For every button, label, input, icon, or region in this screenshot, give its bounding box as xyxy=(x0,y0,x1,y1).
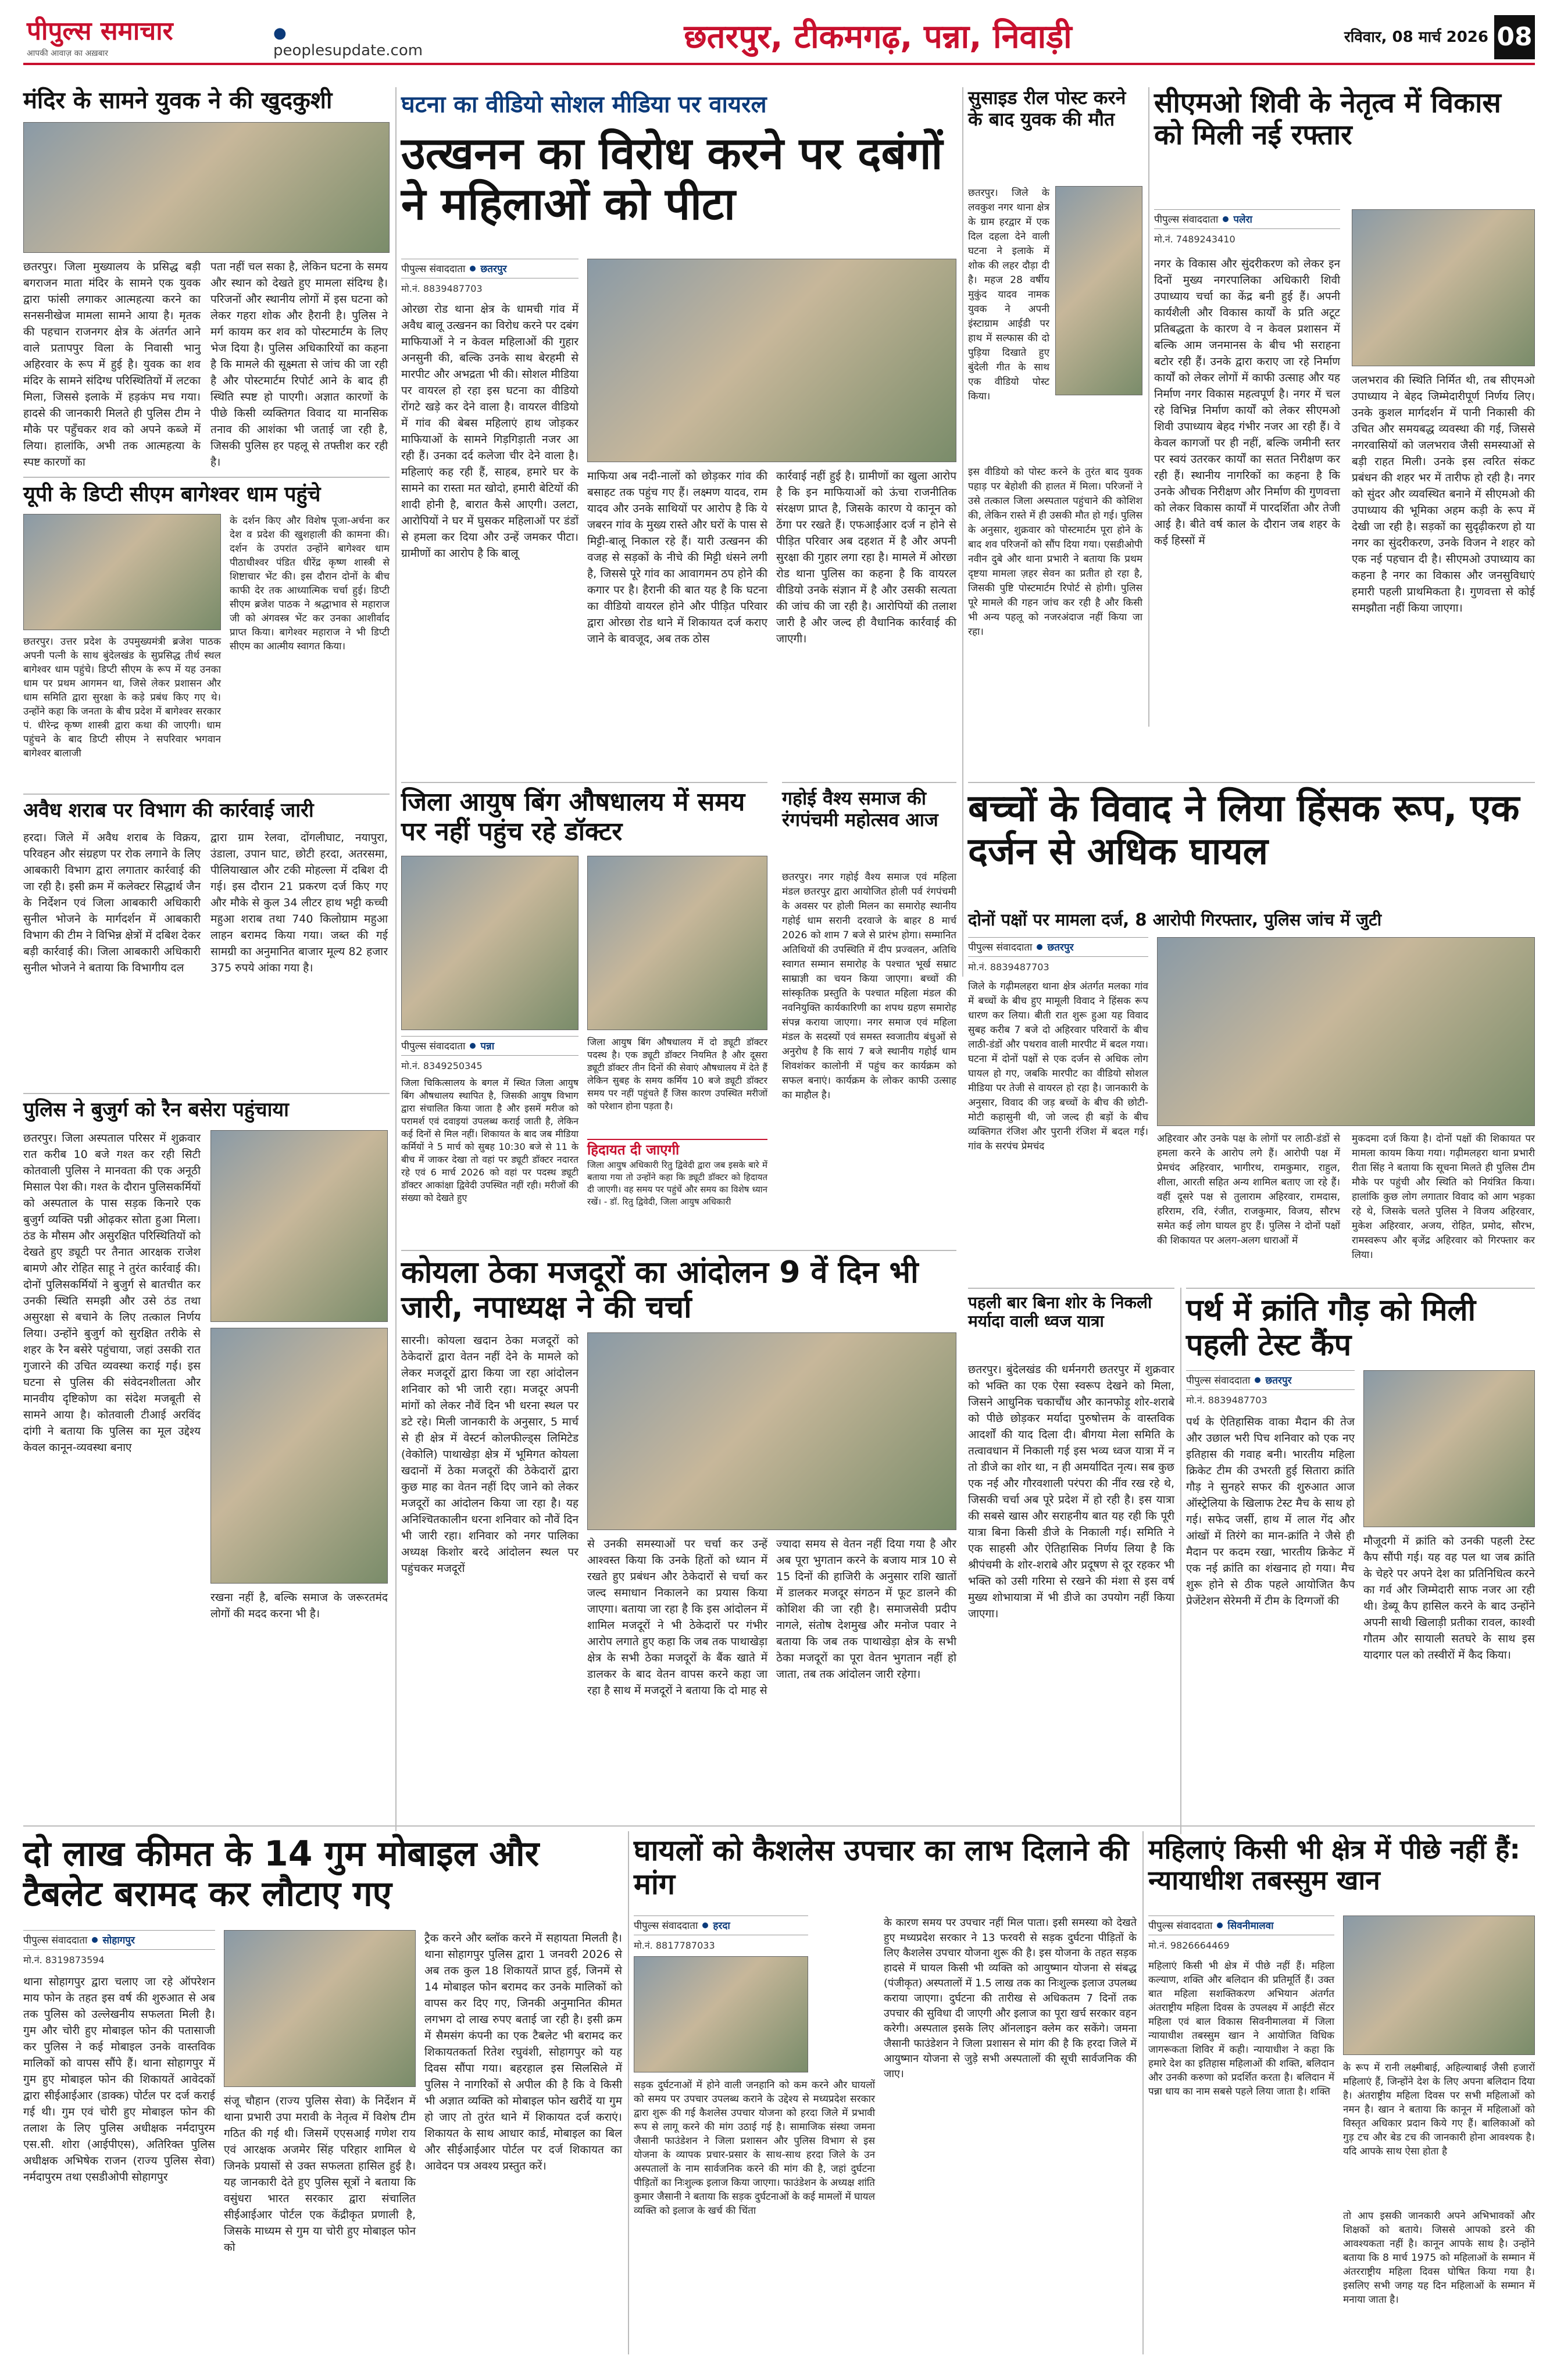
subhead: दोनों पक्षों पर मामला दर्ज, 8 आरोपी गिरफ्तार, पुलिस जांच में जुटी xyxy=(968,910,1382,930)
reporter-name: पीपुल्स संवाददाता xyxy=(1154,214,1219,226)
site-url[interactable] xyxy=(273,24,436,59)
byline xyxy=(634,1916,808,1935)
article-col-1: छतरपुर। नगर गहोई वैश्य समाज एवं महिला मंडल छतरपुर द्वारा आयोजित होली पर्व रंगपंचमी के अवसर पर होली मिलन का समारोह स्थानीय गहोई धाम सरानी दरवाजे के बाहर 8 मार्च 2026 को शाम 7 बजे से प्रारंभ होगा। सम्मानित अतिथियों की उपस्थिति में दीप प्रज्वलन, अतिथि स्वागत सम्मान समारोह के पश्चात भूर्ख सम्राट साम्राज्ञी का चयन किया जाएगा। बच्चों की सांस्कृतिक प्रस्तुति के पश्चात महिला मंडल की नवनियुक्ति कार्यकारिणी का शपथ ग्रहण समारोह संपन्न कराया जाएगा। नगर समाज एवं महिला मंडल के सदस्यों एवं समस्त स्वजातीय बंधुओं से अनुरोध है कि सायं 7 बजे स्थानीय गहोई धाम शिवशंकर कालोनी में पहुंच कर कार्यक्रम को सफल बनाएं। कार्यक्रम के लोकर काफी उत्साह का माहौल है। xyxy=(782,871,956,1101)
site-url-text: peoplesupdate.com xyxy=(273,42,423,59)
elderly-man-photo xyxy=(210,1328,388,1584)
article-col-3: ज्यादा समय से वेतन नहीं दिया गया है और अब पूरा भुगतान करने के बजाय मात्र 10 से 15 दिनों की हाजिरी के अनुसार राशि खातों में डालकर मजदूर संगठन में फूट डालने की कोशिश की जा रही है। समाजसेवी प्रदीप नागले, संतोष देशमुख और मनोज पवार ने बताया कि जब तक पाथाखेड़ा क्षेत्र के सभी ठेका मजदूरों का पूरा वेतन भुगतान नहीं हो जाता, तब तक आंदोलन जारी रहेगा। xyxy=(776,1538,956,1681)
headline[interactable]: गहोई वैश्य समाज की रंगपंचमी महोत्सव आज xyxy=(782,787,938,831)
headline[interactable]: पहली बार बिना शोर के निकली मर्यादा वाली ध्वज यात्रा xyxy=(968,1293,1152,1331)
reporter-mobile: मो.नं. 7489243410 xyxy=(1154,234,1235,245)
headline[interactable]: जिला आयुष बिंग औषधालय में समय पर नहीं पहुंच रहे डॉक्टर xyxy=(401,787,745,846)
article-col-1: हरदा। जिले में अवैध शराब के विक्रय, परिवहन और संग्रहण पर रोक लगाने के लिए आबकारी विभाग द्वारा लगातार कार्रवाई की जा रही है। इसी क्रम में कलेक्टर सिद्धार्थ जैन के निर्देशन एवं जिला आबकारी अधिकारी सुनील भोजने के मार्गदर्शन में आबकारी विभाग की टीम ने विभिन्न क्षेत्रों में दबिश देकर बड़ी कार्रवाई की। जिला आबकारी अधिकारी सुनील भोजने ने बताया कि विभागीय दल xyxy=(23,831,201,974)
article-col-2: माफिया अब नदी-नालों को छोड़कर गांव की बसाहट तक पहुंच गए हैं। लक्ष्मण यादव, राम यादव और उनके साथियों पर आरोप है कि ये जबरन गांव के मुख्य रास्ते और घरों के पास से मिट्टी-बालू निकाल रहे हैं। यारी उत्खनन की वजह से सड़कों के नीचे की मिट्टी धंसने लगी है, जिससे पूरे गांव का आवागमन ठप होने की कगार पर है। हैरानी की बात यह है कि घटना का वीडियो वायरल होने और पीड़ित परिवार द्वारा ओरछा रोड थाने में शिकायत दर्ज कराए जाने के बावजूद, अब तक ठोस xyxy=(587,470,767,645)
reporter-name: पीपुल्स संवाददाता xyxy=(401,263,466,275)
headline[interactable]: मंदिर के सामने युवक ने की खुदकुशी xyxy=(23,87,333,114)
location-dot-icon xyxy=(1217,1922,1223,1928)
article-gahoi-samaj xyxy=(782,782,956,1241)
box-title: हिदायत दी जाएगी xyxy=(587,1142,680,1158)
location-dot-icon xyxy=(470,1043,476,1049)
article-col-3: कार्रवाई नहीं हुई है। ग्रामीणों का खुला आरोप है कि इन माफियाओं को ऊंचा राजनीतिक संरक्षण प्राप्त है, जिसके कारण ये कानून को ठेंगा पर रखते हैं। एफआईआर दर्ज न होने से पीड़ित परिवार अब दहशत में है और अपनी सुरक्षा की गुहार लगा रहा है। मामले में ओरछा रोड थाना पुलिस का कहना है कि वायरल वीडियो उनके संज्ञान में है और उसकी सत्यता की जांच की जा रही है। आरोपियों की तलाश जारी है और जल्द ही वैधानिक कार्रवाई की जाएगी। xyxy=(776,470,956,645)
reporter-place: हरदा xyxy=(713,1920,730,1932)
article-col-1: जिला चिकित्सालय के बगल में स्थित जिला आयुष बिंग औषधालय स्थापित है, जिसकी आयुष विभाग द्वारा संचालित किया जाता है और इसमें मरीज को परामर्श एवं दवाइयां उपलब्ध कराई जाती है, लेकिन कई दिनों से मिल नहीं। शिकायत के बाद जब मीडिया कर्मियों ने 5 मार्च को सुबह 10:30 बजे से 11 के बीच में जाकर देखा तो वहां पर ड्यूटी डॉक्टर नदारत रहे एवं 6 मार्च 2026 को वहां पर पदस्थ ड्यूटी डॉक्टर आकांक्षा द्विवेदी उपस्थित नहीं रही। मरीजों की संख्या को देखते हुए xyxy=(401,1077,578,1203)
reporter-mobile: मो.नं. 8319873594 xyxy=(23,1954,105,1966)
reporter-mobile: मो.नं. 8349250345 xyxy=(401,1060,483,1071)
article-col-1: छतरपुर। जिला अस्पताल परिसर में शुक्रवार रात करीब 10 बजे गश्त कर रही सिटी कोतवाली पुलिस ने मानवता की एक अनूठी मिसाल पेश की। गश्त के दौरान पुलिसकर्मियों को अस्पताल के पास सड़क किनारे एक बुजुर्ग व्यक्ति पन्नी ओढ़कर सोता हुआ मिला। ठंड के मौसम और असुरक्षित परिस्थितियों को देखते हुए ड्यूटी पर तैनात आरक्षक राजेश बामणे और रोहित साहू ने तुरंत कार्रवाई की। दोनों पुलिसकर्मियों ने बुजुर्ग से बातचीत कर उनकी स्थिति समझी और उसे ठंड तथा असुरक्षा से बचाने के लिए तत्काल निर्णय लिया। उन्होंने बुजुर्ग को सुरक्षित तरीके से शहर के रैन बसेरे पहुंचाया, जहां उसकी रात गुजारने की उचित व्यवस्था कराई गई। इस घटना से पुलिस की संवेदनशीलता और मानवीय दृष्टिकोण का संदेश मजबूती से सामने आया है। कोतवाली टीआई अरविंद दांगी ने बताया कि पुलिस का मूल उद्देश्य केवल कानून-व्यवस्था बनाए xyxy=(23,1132,201,1454)
article-col-2: संजू चौहान (राज्य पुलिस सेवा) के निर्देशन में थाना प्रभारी उपा मरावी के नेतृत्व में विशेष टीम गठित की गई थी। जिसमें एएसआई गणेश राय एवं आरक्षक अजमेर सिंह परिहार शामिल थे जिनके प्रयासों से उक्त सफलता हासिल हुई है। यह जानकारी देते हुए पुलिस सूत्रों ने बताया कि वसुंधरा भारत सरकार द्वारा संचालित सीईआईआर पोर्टल एक केंद्रीकृत प्रणाली है, जिसके माध्यम से गुम या चोरी हुए मोबाइल फोन को xyxy=(224,2095,416,2254)
doctor-photo xyxy=(587,856,767,1030)
reporter-place: छतरपुर xyxy=(1047,942,1074,953)
reporter-name: पीपुल्स संवाददाता xyxy=(23,1935,88,1946)
location-dot-icon xyxy=(702,1922,708,1928)
article-col-1: नगर के विकास और सुंदरीकरण को लेकर इन दिनों मुख्य नगरपालिका अधिकारी शिवी उपाध्याय चर्चा का केंद्र बनी हुई हैं। अपनी कार्यशैली और विकास कार्यों के प्रति अटूट प्रतिबद्धता के कारण वे न केवल प्रशासन में बल्कि आम जनमानस के बीच भी सराहना बटोर रही हैं। उनके द्वारा कराए जा रहे निर्माण कार्यों को लेकर लोगों में काफी उत्साह और यह निर्माण नगर विकास महत्वपूर्ण है। नगर में चल रहे विभिन्न निर्माण कार्यों को लेकर सीएमओ शिवी उपाध्याय बेहद गंभीर नजर आ रही हैं। वे केवल कागजों पर ही नहीं, बल्कि जमीनी स्तर पर स्वयं उतरकर कार्यों का सतत निरीक्षण कर रही हैं। स्थानीय नागरिकों का कहना है कि उनके औचक निरीक्षण और निर्माण की गुणवत्ता को लेकर विकास कार्यों में पारदर्शिता और तेजी आई है। बीते वर्ष काल के दौरान जब शहर के कई हिस्सों में xyxy=(1154,258,1340,547)
byline xyxy=(23,1930,215,1950)
newspaper-logo xyxy=(27,15,265,62)
article-illegal-liquor xyxy=(23,794,390,1084)
article-cashless-treatment xyxy=(634,1834,1137,2357)
location-dot-icon xyxy=(470,266,476,271)
headline[interactable]: कोयला ठेका मजदूरों का आंदोलन 9 वें दिन भी जारी, नपाध्यक्ष ने की चर्चा xyxy=(401,1255,919,1325)
article-col-1: सारनी। कोयला खदान ठेका मजदूरों को ठेकेदारों द्वारा वेतन नहीं देने के मामले को लेकर मजदूरों द्वारा किया जा रहा आंदोलन शनिवार को भी जारी रहा। मजदूर अपनी मांगों को लेकर नौवें दिन भी धरना स्थल पर डटे रहे। मिली जानकारी के अनुसार, 5 मार्च से ही क्षेत्र में वेस्टर्न कोलफील्ड्स लिमिटेड (वेकोलि) पाथाखेड़ा क्षेत्र में भूमिगत कोयला खदानों में ठेका मजदूरों की ठेकेदारों द्वारा कुछ माह का वेतन नहीं दिए जाने को लेकर मजदूरों का आंदोलन किया जा रहा है। यह अनिश्चितकालीन धरना शनिवार को नौवें दिन भी जारी रहा। शनिवार को नगर पालिका अध्यक्ष किशोर बरदे आंदोलन स्थल पर पहुंचकर मजदूरों xyxy=(401,1334,578,1575)
headline[interactable]: उत्खनन का विरोध करने पर दबंगों ने महिलाओं को पीटा xyxy=(401,127,943,230)
reporter-place: पलेरा xyxy=(1233,214,1252,226)
byline xyxy=(401,1036,578,1056)
reporter-place: सिवनीमालवा xyxy=(1227,1920,1274,1932)
headline[interactable]: घायलों को कैशलेस उपचार का लाभ दिलाने की मांग xyxy=(634,1834,1129,1901)
headline[interactable]: पर्थ में क्रांति गौड़ को मिली पहली टेस्ट कैंप xyxy=(1186,1293,1476,1363)
article-children-dispute xyxy=(968,782,1535,1279)
box-text: जिला आयुष अधिकारी रितु द्विवेदी द्वारा जब इसके बारे में बताया गया तो उन्होंने कहा कि ड्यूटी डॉक्टर को हिदायत दी जाएगी। वह समय पर पहुंचें और समय का विशेष ध्यान रखें। - डॉ. रितु द्विवेदी, जिला आयुष अधिकारी xyxy=(587,1160,767,1207)
instruction-box xyxy=(587,1139,767,1241)
article-mobiles-recovered xyxy=(23,1834,622,2357)
article-col-3: मुकदमा दर्ज किया है। दोनों पक्षों की शिकायत पर मामला कायम किया गया। गढ़ीमलहरा थाना प्रभारी रीता सिंह ने बताया कि सूचना मिलते ही पुलिस टीम मौके पर पहुंची और स्थिति को नियंत्रित किया। हालांकि कुछ लोग लगातार विवाद को आग भड़का रहे थे, जिसके चलते पुलिस ने विजय अहिरवार, मुकेश अहिरवार, अजय, रोहित, प्रमोद, सौरभ, रामस्वरूप और बृजेंद्र अहिरवार को गिरफ्तार कर लिया। xyxy=(1352,1133,1535,1261)
reporter-place: छतरपुर xyxy=(480,263,507,275)
article-col-2: द्वारा ग्राम रेलवा, दोंगलीघाट, नयापुरा, उंडाला, उपान घाट, छोटी हरदा, अतरसमा, पीलियाखाल और टकी मोहल्ला में दबिश दी गई। इस दौरान 21 प्रकरण दर्ज किए गए और मौके से कुल 34 लीटर हाथ भट्टी कच्ची महुआ शराब तथा 740 किलोग्राम महुआ लाहन बरामद किया गया। जब्त की गई सामग्री का अनुमानित बाजार मूल्य 82 हजार 375 रुपये आंका गया है। xyxy=(210,831,388,974)
masthead xyxy=(23,12,1535,65)
location-dot-icon xyxy=(1255,1377,1260,1383)
article-mining-protest xyxy=(401,87,956,773)
byline xyxy=(1186,1370,1355,1390)
reporter-mobile: मो.नं. 9826664469 xyxy=(1148,1940,1230,1951)
article-col-3: ट्रैक करने और ब्लॉक करने में सहायता मिलती है। थाना सोहागपुर पुलिस द्वारा 1 जनवरी 2026 से अब तक कुल 18 शिकायतें प्राप्त हुई, जिनमें से 14 मोबाइल फोन बरामद कर उनके मालिकों को वापस कर दिए गए, जिनकी अनुमानित कीमत लगभग दो लाख रुपए बताई जा रही है। इसी क्रम में सैमसंग कंपनी का एक टैबलेट भी बरामद कर शिकायतकर्ता रितेश रघुवंशी, सोहागपुर को यह दिवस सौंपा गया। बहरहाल इस सिलसिले में पुलिस ने नागरिकों से अपील की है कि वे किसी भी अज्ञात व्यक्ति को मोबाइल फोन खरीदें या गुम हो जाए तो तुरंत थाने में शिकायत दर्ज कराएं। शिकायत के साथ आधार कार्ड, मोबाइल का बिल और सीईआईआर पोर्टल पर दर्ज शिकायत का आवेदन पत्र अवश्य प्रस्तुत करें। xyxy=(424,1932,622,2172)
article-police-shelter xyxy=(23,1093,390,1822)
reporter-mobile: मो.नं. 8839487703 xyxy=(1186,1395,1267,1406)
article-col-1: छतरपुर। उत्तर प्रदेश के उपमुख्यमंत्री ब्रजेश पाठक अपनी पत्नी के साथ बुंदेलखंड के सुप्रसिद्ध तीर्थ स्थल बागेश्वर धाम पहुंचे। डिप्टी सीएम के रूप में यह उनका धाम पर प्रथम आगमन था, जिसे लेकर प्रशासन और धाम समिति द्वारा सुरक्षा के कड़े प्रबंध किए गए थे। उन्होंने कहा कि जनता के बीच प्रदेश में बागेश्वर सरकार पं. धीरेन्द्र कृष्ण शास्त्री द्वारा कथा की जाएगी। धाम पहुंचने के बाद डिप्टी सीएम ने सपरिवार भगवान बागेश्वर बालाजी xyxy=(23,636,221,759)
location-dot-icon xyxy=(1037,944,1042,950)
reporter-name: पीपुल्स संवाददाता xyxy=(1148,1920,1213,1932)
reporter-place: पन्ना xyxy=(480,1041,495,1052)
victim-photo xyxy=(1055,186,1142,395)
protest-photo xyxy=(587,259,956,462)
article-flag-yatra xyxy=(968,1288,1174,1822)
location-dot-icon xyxy=(1223,216,1229,222)
article-col-1: छतरपुर। जिले के लवकुश नगर थाना क्षेत्र के ग्राम हरद्वार में एक दिल दहला देने वाली घटना ने इलाके में शोक की लहर दौड़ा दी है। महज 28 वर्षीय मुकुंद यादव नामक युवक ने अपनी इंस्टाग्राम आईडी पर हाथ में सल्फास की दो पुड़िया दिखाते हुए बुंदेली गीत के साथ एक वीडियो पोस्ट किया। xyxy=(968,187,1049,402)
reporter-place: सोहागपुर xyxy=(102,1935,135,1946)
dispute-photo xyxy=(1157,937,1535,1126)
cmo-portrait-photo xyxy=(1352,209,1535,366)
headline[interactable]: पुलिस ने बुजुर्ग को रैन बसेरा पहुंचाया xyxy=(23,1098,289,1121)
headline[interactable]: बच्चों के विवाद ने लिया हिंसक रूप, एक दर्जन से अधिक घायल xyxy=(968,787,1520,873)
article-col-1: थाना सोहागपुर द्वारा चलाए जा रहे ऑपरेशन माय फोन के तहत इस वर्ष की शुरुआत से अब तक पुलिस को उल्लेखनीय सफलता मिली है। गुम और चोरी हुए मोबाइल फोन की पतासाजी कर पुलिस ने कई मोबाइल उनके वास्तविक मालिकों को वापस सौंपे हैं। थाना सोहागपुर में गुम हुए मोबाइल फोन की शिकायतें आवेदकों द्वारा सीईआईआर (डाक्क) पोर्टल पर दर्ज कराई गई थी। गुम एवं चोरी हुए मोबाइल फोन की तलाश के लिए पुलिस अधीक्षक नर्मदापुरम एस.सी. शोरा (आईपीएस), अतिरिक्त पुलिस अधीक्षक अभिषेक राजन (राज्य पुलिस सेवा) नर्मदापुरम तथा एसडीओपी सोहागपुर xyxy=(23,1975,215,2184)
page-number: 08 xyxy=(1494,15,1535,59)
article-col-2: पता नहीं चल सका है, लेकिन घटना के समय और स्थान को देखते हुए मामला संदिग्ध है। परिजनों और स्थानीय लोगों में इस घटना को लेकर गहरा शोक और हैरानी है। पुलिस ने मर्ग कायम कर शव को पोस्टमार्टम के लिए भेज दिया है। पुलिस अधिकारियों का कहना है कि मामले की सूक्ष्मता से जांच की जा रही है और पोस्टमार्टम रिपोर्ट आने के बाद ही स्थिति स्पष्ट हो पाएगी। अज्ञात कारणों के पीछे किसी व्यक्तिगत विवाद या मानसिक तनाव की आशंका भी जताई जा रही है, जिसकी पुलिस हर पहलू से तफ्तीश कर रही है। xyxy=(210,260,388,469)
article-col-2: अहिरवार और उनके पक्ष के लोगों पर लाठी-डंडों से हमला करने के आरोप लगे हैं। आरोपी पक्ष में प्रेमचंद अहिरवार, भागीरथ, रामकुमार, राहुल, शीला, आरती सहित अन्य शामिल बताए जा रहे हैं। वहीं दूसरे पक्ष से तुलाराम अहिरवार, रामदास, हरिराम, रवि, रंजीत, राजकुमार, विजय, सौरभ समेत कई लोग घायल हुए हैं। पुलिस ने दोनों पक्षों की शिकायत पर अलग-अलग धाराओं में xyxy=(1157,1133,1340,1246)
article-col-2: इस वीडियो को पोस्ट करने के तुरंत बाद युवक पहाड़ पर बेहोशी की हालत में मिला। परिजनों ने उसे तत्काल जिला अस्पताल पहुंचाने की कोशिश की, लेकिन रास्ते में ही उसकी मौत हो गई। पुलिस के अनुसार, शुक्रवार को पोस्टमार्टम पूरा होने के बाद शव परिजनों को सौंप दिया गया। एसडीओपी नवीन दुबे और थाना प्रभारी ने बताया कि प्रथम दृष्टया मामला ज़हर सेवन का प्रतीत हो रहा है, जिसकी पुष्टि पोस्टमार्टम रिपोर्ट से होगी। पुलिस पूरे मामले की गहन जांच कर रही है और किसी भी अन्य पहलू को नजरअंदाज नहीं किया जा रहा। xyxy=(968,466,1142,638)
reporter-mobile: मो.नं. 8817787033 xyxy=(634,1940,715,1951)
police-photo xyxy=(210,1130,388,1322)
dispensary-photo xyxy=(401,856,578,1030)
location-dot-icon xyxy=(92,1937,98,1943)
logo-text: पीपुल्स समाचार xyxy=(27,16,173,46)
article-ayush-dispensary xyxy=(401,782,767,1241)
headline[interactable]: सीएमओ शिवी के नेतृत्व में विकास को मिली नई रफ्तार xyxy=(1154,87,1501,152)
reporter-name: पीपुल्स संवाददाता xyxy=(401,1041,466,1052)
article-col-2: मौजूदगी में क्रांति को उनकी पहली टेस्ट कैप सौंपी गई। यह वह पल था जब क्रांति के चेहरे पर अपने देश का प्रतिनिधित्व करने का गर्व और जिम्मेदारी साफ नजर आ रही थी। डेब्यू कैप हासिल करने के बाद उन्होंने अपनी साथी खिलाड़ी प्रतीका रावल, काश्वी गौतम और सायाली सतघरे के साथ इस यादगार पल को तस्वीरों में कैद किया। xyxy=(1363,1535,1535,1661)
article-kranti-gaud xyxy=(1186,1288,1535,1822)
article-col-2: के दर्शन किए और विशेष पूजा-अर्चना कर देश व प्रदेश की खुशहाली की कामना की। दर्शन के उपरांत उन्होंने बागेश्वर धाम पीठाधीश्वर पंडित धीरेंद्र कृष्ण शास्त्री से शिष्टाचार भेंट की। इस दौरान दोनों के बीच काफी देर तक आध्यात्मिक चर्चा हुई। डिप्टी सीएम ब्रजेश पाठक ने श्रद्धाभाव से महाराज जी को अंगवस्त्र भेंट कर उनका आशीर्वाद प्राप्त किया। बागेश्वर महाराज ने भी डिप्टी सीएम का आत्मीय स्वागत किया। xyxy=(230,515,390,652)
camp-photo xyxy=(1343,1916,1535,2055)
region-title: छतरपुर, टीकमगढ़, पन्ना, निवाड़ी xyxy=(684,18,1072,56)
article-col-1: पर्थ के ऐतिहासिक वाका मैदान की तेज और उछाल भरी पिच शनिवार को एक नए इतिहास की गवाह बनी। भारतीय महिला क्रिकेट टीम की उभरती हुई सितारा क्रांति गौड़ ने सुनहरे सफर की शुरुआत आज ऑस्ट्रेलिया के खिलाफ टेस्ट मैच के साथ हो गई। सफेद जर्सी, हाथ में लाल गेंद और आंखों में तिरंगे का मान-क्रांति ने जैसे ही मैदान पर कदम रखा, भारतीय क्रिकेट में एक नई क्रांति का शंखनाद हो गया। मैच शुरू होने से ठीक पहले आयोजित कैप प्रेजेंटेशन सेरेमनी में टीम के दिग्गजों की xyxy=(1186,1416,1355,1607)
article-col-1: छतरपुर। जिला मुख्यालय के प्रसिद्ध बड़ी बगराजन माता मंदिर के सामने एक युवक द्वारा फांसी लगाकर आत्महत्या करने का सनसनीखेज मामला सामने आया है। मृतक की पहचान राजनगर क्षेत्र के अंतर्गत आने वाले प्रतापपुर विला के निवासी भानु अहिरवार के रूप में हुई है। युवक का शव मंदिर के सामने संदिग्ध परिस्थितियों में लटका मिला, जिससे इलाके में हड़कंप मच गया। हादसे की जानकारी मिलते ही पुलिस टीम ने मौके पर पहुँचकर शव को अपने कब्जे में लिया। हालांकि, अभी तक आत्महत्या के स्पष्ट कारणों का xyxy=(23,260,201,469)
article-col-2: जिला आयुष बिंग औषधालय में दो ड्यूटी डॉक्टर पदस्थ है। एक ड्यूटी डॉक्टर नियमित है और दूसरा ड्यूटी डॉक्टर तीन दिनों की सेवाएं औषधालय में देते हैं लेकिन सुबह के समय कर्मिय 10 बजे ड्यूटी डॉक्टर समय पर नहीं पहुंचते हैं जिस कारण उपस्थित मरीजों को परेशान होना पड़ता है। xyxy=(587,1037,767,1112)
article-col-1: छतरपुर। बुंदेलखंड की धर्मनगरी छतरपुर में शुक्रवार को भक्ति का एक ऐसा स्वरूप देखने को मिला, जिसने आधुनिक चकाचौंध और कानफोड़ू शोर-शराबे को पीछे छोड़कर मर्यादा पुरुषोत्तम के वास्तविक आदर्शों की याद दिला दी। बीगया मेला समिति के तत्वावधान में निकाली गई इस भव्य ध्वज यात्रा में न तो डीजे का शोर था, न ही अमर्यादित नृत्य। सब कुछ एक नई और गौरवशाली परंपरा की नींव रख रहे थे, जिसकी चर्चा अब पूरे प्रदेश में हो रही है। इस यात्रा की सबसे खास और सराहनीय बात यह रही कि पूरी यात्रा बिना किसी डीजे के निकाली गई। समिति ने एक साहसी और ऐतिहासिक निर्णय लिया है कि श्रीपंचमी के शोर-शराबे और प्रदूषण से दूर रहकर भी भक्ति को उसी गरिमा से रखने की मंशा से इस वर्ष मुख्य शोभायात्रा में भी डीजे का उपयोग नहीं किया जाएगा। xyxy=(968,1363,1174,1620)
article-col-2: के रूप में रानी लक्ष्मीबाई, अहिल्याबाई जैसी हजारों महिलाएं हैं, जिन्होंने देश के लिए अपना बलिदान दिया है। अंतराष्ट्रीय महिला दिवस पर सभी महिलाओं को नमन है। खान ने बताया कि कानून में महिलाओं को विस्तृत अधिकार प्रदान किये गए हैं। बालिकाओं को गुड़ टच और बेड टच की जानकारी होना आवश्यक है। यदि आपके साथ ऐसा होता है xyxy=(1343,2062,1535,2157)
article-women-judge xyxy=(1148,1834,1535,2357)
reporter-name: पीपुल्स संवाददाता xyxy=(1186,1375,1251,1386)
reporter-mobile: मो.नं. 8839487703 xyxy=(968,962,1049,973)
headline[interactable]: दो लाख कीमत के 14 गुम मोबाइल और टैबलेट बरामद कर लौटाए गए xyxy=(23,1834,540,1914)
workers-protest-photo xyxy=(587,1332,956,1530)
article-col-2: से उनकी समस्याओं पर चर्चा कर उन्हें आश्वस्त किया कि उनके हितों को ध्यान में रखते हुए प्रबंधन और ठेकेदारों से चर्चा कर जल्द समाधान निकालने का प्रयास किया जाएगा। बताया जा रहा है कि इस आंदोलन में शामिल मजदूरों ने भी ठेकेदारों पर गंभीर आरोप लगाते हुए कहा कि जब तक पाथाखेड़ा क्षेत्र के सभी ठेका मजदूरों के बैंक खाते में डालकर के बाद वेतन वापस करने कहा जा रहा है साथ में मजदूरों ने बताया कि दो माह से xyxy=(587,1538,767,1697)
kicker: घटना का वीडियो सोशल मीडिया पर वायरल xyxy=(401,91,767,118)
reporter-name: पीपुल्स संवाददाता xyxy=(968,942,1033,953)
article-col-1: ओरछा रोड थाना क्षेत्र के धामची गांव में अवैध बालू उत्खनन का विरोध करने पर दबंग माफियाओं ने न केवल महिलाओं की गुहार अनसुनी की, बल्कि उनके साथ बेरहमी से मारपीट और अभद्रता भी की। सोशल मीडिया पर वायरल हो रहा इस घटना का वीडियो रोंगटे खड़े कर देने वाला है। वायरल वीडियो में गांव की बेबस महिलाएं हाथ जोड़कर माफियाओं के सामने गिड़गिड़ाती नजर आ रही हैं। उनका दर्द कलेजा चीर देने वाला है। महिलाएं कह रही हैं, साहब, हमारे घर के सामने का रास्ता मत खोदो, हमारी बेटियों की शादी होनी है, बारात कैसे आएगी। उलटा, आरोपियों ने घर में घुसकर महिलाओं पर डंडों से हमला कर दिया और उन्हें जमकर पीटा। ग्रामीणों का आरोप है कि बालू xyxy=(401,303,578,560)
byline xyxy=(1148,1916,1334,1935)
cricketer-photo xyxy=(1363,1370,1535,1527)
article-temple-suicide xyxy=(23,87,390,468)
byline xyxy=(401,259,578,278)
byline xyxy=(968,937,1148,957)
page-date: रविवार, 08 मार्च 2026 xyxy=(1344,28,1488,46)
article-suicide-reel xyxy=(968,87,1142,773)
headline[interactable]: सुसाइड रील पोस्ट करने के बाद युवक की मौत xyxy=(968,87,1126,130)
article-col-2: के कारण समय पर उपचार नहीं मिल पाता। इसी समस्या को देखते हुए मध्यप्रदेश सरकार ने 13 फरवरी से सड़क दुर्घटना पीड़ितों के लिए कैशलेस उपचार योजना शुरू की है। इस योजना के तहत सड़क हादसे में घायल किसी भी व्यक्ति को आयुष्मान योजना से संबद्ध (पंजीकृत) अस्पतालों में 1.5 लाख तक का निःशुल्क इलाज उपलब्ध कराया जाएगा। दुर्घटना की तारीख से अधिकतम 7 दिनों तक उपचार की सुविधा दी जाएगी और इलाज का पूरा खर्च सरकार वहन करेगी। अस्पताल इसके लिए ऑनलाइन क्लेम कर सकेंगे। जमना जैसानी फाउंडेशन ने जिला प्रशासन से मांग की है कि हरदा जिले में आयुष्मान योजना से जुड़े सभी अस्पतालों की सूची सार्वजनिक की जाए। xyxy=(884,1917,1137,2080)
reporter-mobile: मो.नं. 8839487703 xyxy=(401,283,483,294)
police-handover-photo xyxy=(224,1930,416,2087)
article-col-3: तो आप इसकी जानकारी अपने अभिभावकों और शिक्षकों को बताये। जिससे आपको डरने की आवश्यकता नहीं है। कानून आपके साथ है। उन्होंने बताया कि 8 मार्च 1975 को महिलाओं के सम्मान में अंतरराष्ट्रीय महिला दिवस घोषित किया गया है। इसलिए सभी जगह यह दिन महिलाओं के सम्मान में मनाया जाता है। xyxy=(1343,2210,1535,2306)
article-col-1: सड़क दुर्घटनाओं में होने वाली जनहानि को कम करने और घायलों को समय पर उपचार उपलब्ध कराने के उद्देश्य से मध्यप्रदेश सरकार द्वारा शुरू की गई कैशलेस उपचार योजना को हरदा जिले में प्रभावी रूप से लागू करने की मांग उठाई गई है। सामाजिक संस्था जमना जैसानी फाउंडेशन ने जिला प्रशासन और पुलिस विभाग से इस योजना के व्यापक प्रचार-प्रसार के साथ-साथ हरदा जिले के उन अस्पतालों के नाम सार्वजनिक करने की मांग की है, जहां दुर्घटना पीड़ितों का निःशुल्क इलाज किया जाएगा। फाउंडेशन के अध्यक्ष शांति कुमार जैसानी ने बताया कि सड़क दुर्घटनाओं के कई मामलों में घायल व्यक्ति को इलाज के खर्च की चिंता xyxy=(634,2079,875,2217)
article-coal-workers xyxy=(401,1250,956,1822)
article-col-2: रखना नहीं है, बल्कि समाज के जरूरतमंद लोगों की मदद करना भी है। xyxy=(210,1591,388,1620)
speaker-photo xyxy=(634,1956,808,2072)
headline[interactable]: अवैध शराब पर विभाग की कार्रवाई जारी xyxy=(23,799,314,822)
article-col-1: महिलाएं किसी भी क्षेत्र में पीछे नहीं हैं। महिला कल्याण, शक्ति और बलिदान की प्रतिमूर्ति हैं। उक्त बात महिला सशक्तिकरण अभियान अंतर्गत अंतराष्ट्रीय महिला दिवस के उपलक्ष्य में आईटी सेंटर महिला एवं बाल विकास सिवनीमालवा में जिला न्यायाधीश तबस्सुम खान ने आयोजित विधिक जागरूकता शिविर में कही। न्यायाधीश ने कहा कि हमारे देश का इतिहास महिलाओं की शक्ति, बलिदान और उनकी करुणा को प्रदर्शित करता है। बलिदान में पन्ना धाय का नाम सबसे पहले लिया जाता है। शक्ति xyxy=(1148,1960,1334,2097)
web-icon: ● xyxy=(273,24,287,42)
byline xyxy=(1154,209,1340,229)
reporter-name: पीपुल्स संवाददाता xyxy=(634,1920,698,1932)
article-photo xyxy=(23,122,390,253)
logo-tagline: आपकी आवाज़ का अख़बार xyxy=(27,49,108,58)
article-col-2: जलभराव की स्थिति निर्मित थी, तब सीएमओ उपाध्याय ने बेहद जिम्मेदारीपूर्ण निर्णय लिए। उनके कुशल मार्गदर्शन में पानी निकासी की उचित और समयबद्ध व्यवस्था की गई, जिससे नगरवासियों को जलभराव जैसी समस्याओं से बड़ी राहत मिली। उनके इस त्वरित संकट प्रबंधन की शहर भर में तारीफ हो रही है। नगर को सुंदर और व्यवस्थित बनाने में सीएमओ की उपाध्याय की भूमिका अहम कड़ी के रूप में देखी जा रही है। सड़कों का सुदृढ़ीकरण हो या नगर का सुंदरीकरण, उनके विजन ने शहर को एक नई पहचान दी है। सीएमओ उपाध्याय का कहना है नगर का विकास और जनसुविधाएं हमारी पहली प्राथमिकता है। गुणवत्ता से कोई समझौता नहीं किया जाएगा। xyxy=(1352,374,1535,614)
headline[interactable]: महिलाएं किसी भी क्षेत्र में पीछे नहीं हैं: न्यायाधीश तबस्सुम खान xyxy=(1148,1834,1520,1896)
article-col-1: जिले के गढ़ीमलहरा थाना क्षेत्र अंतर्गत मलका गांव में बच्चों के बीच हुए मामूली विवाद ने हिंसक रूप धारण कर लिया। बीती रात शुरू हुआ यह विवाद सुबह करीब 7 बजे दो अहिरवार परिवारों के बीच लाठी-डंडों और पथराव वाली मारपीट में बदल गया। घटना में दोनों पक्षों से एक दर्जन से अधिक लोग घायल हो गए, जबकि मारपीट का वीडियो सोशल मीडिया पर तेजी से वायरल हो रहा है। जानकारी के अनुसार, विवाद की जड़ बच्चों के बीच की छोटी-मोटी कहासुनी थी, जो जल्द ही बड़ों के बीच व्यक्तिगत रंजिश और पुरानी रंजिश में बदल गई। गांव के सरपंच प्रेमचंद xyxy=(968,981,1148,1152)
headline[interactable]: यूपी के डिप्टी सीएम बागेश्वर धाम पहुंचे xyxy=(23,483,321,506)
article-dy-cm-bageshwar xyxy=(23,477,390,785)
reporter-place: छतरपुर xyxy=(1265,1375,1292,1386)
article-photo xyxy=(23,514,221,630)
article-cmo-shivi xyxy=(1154,87,1535,773)
